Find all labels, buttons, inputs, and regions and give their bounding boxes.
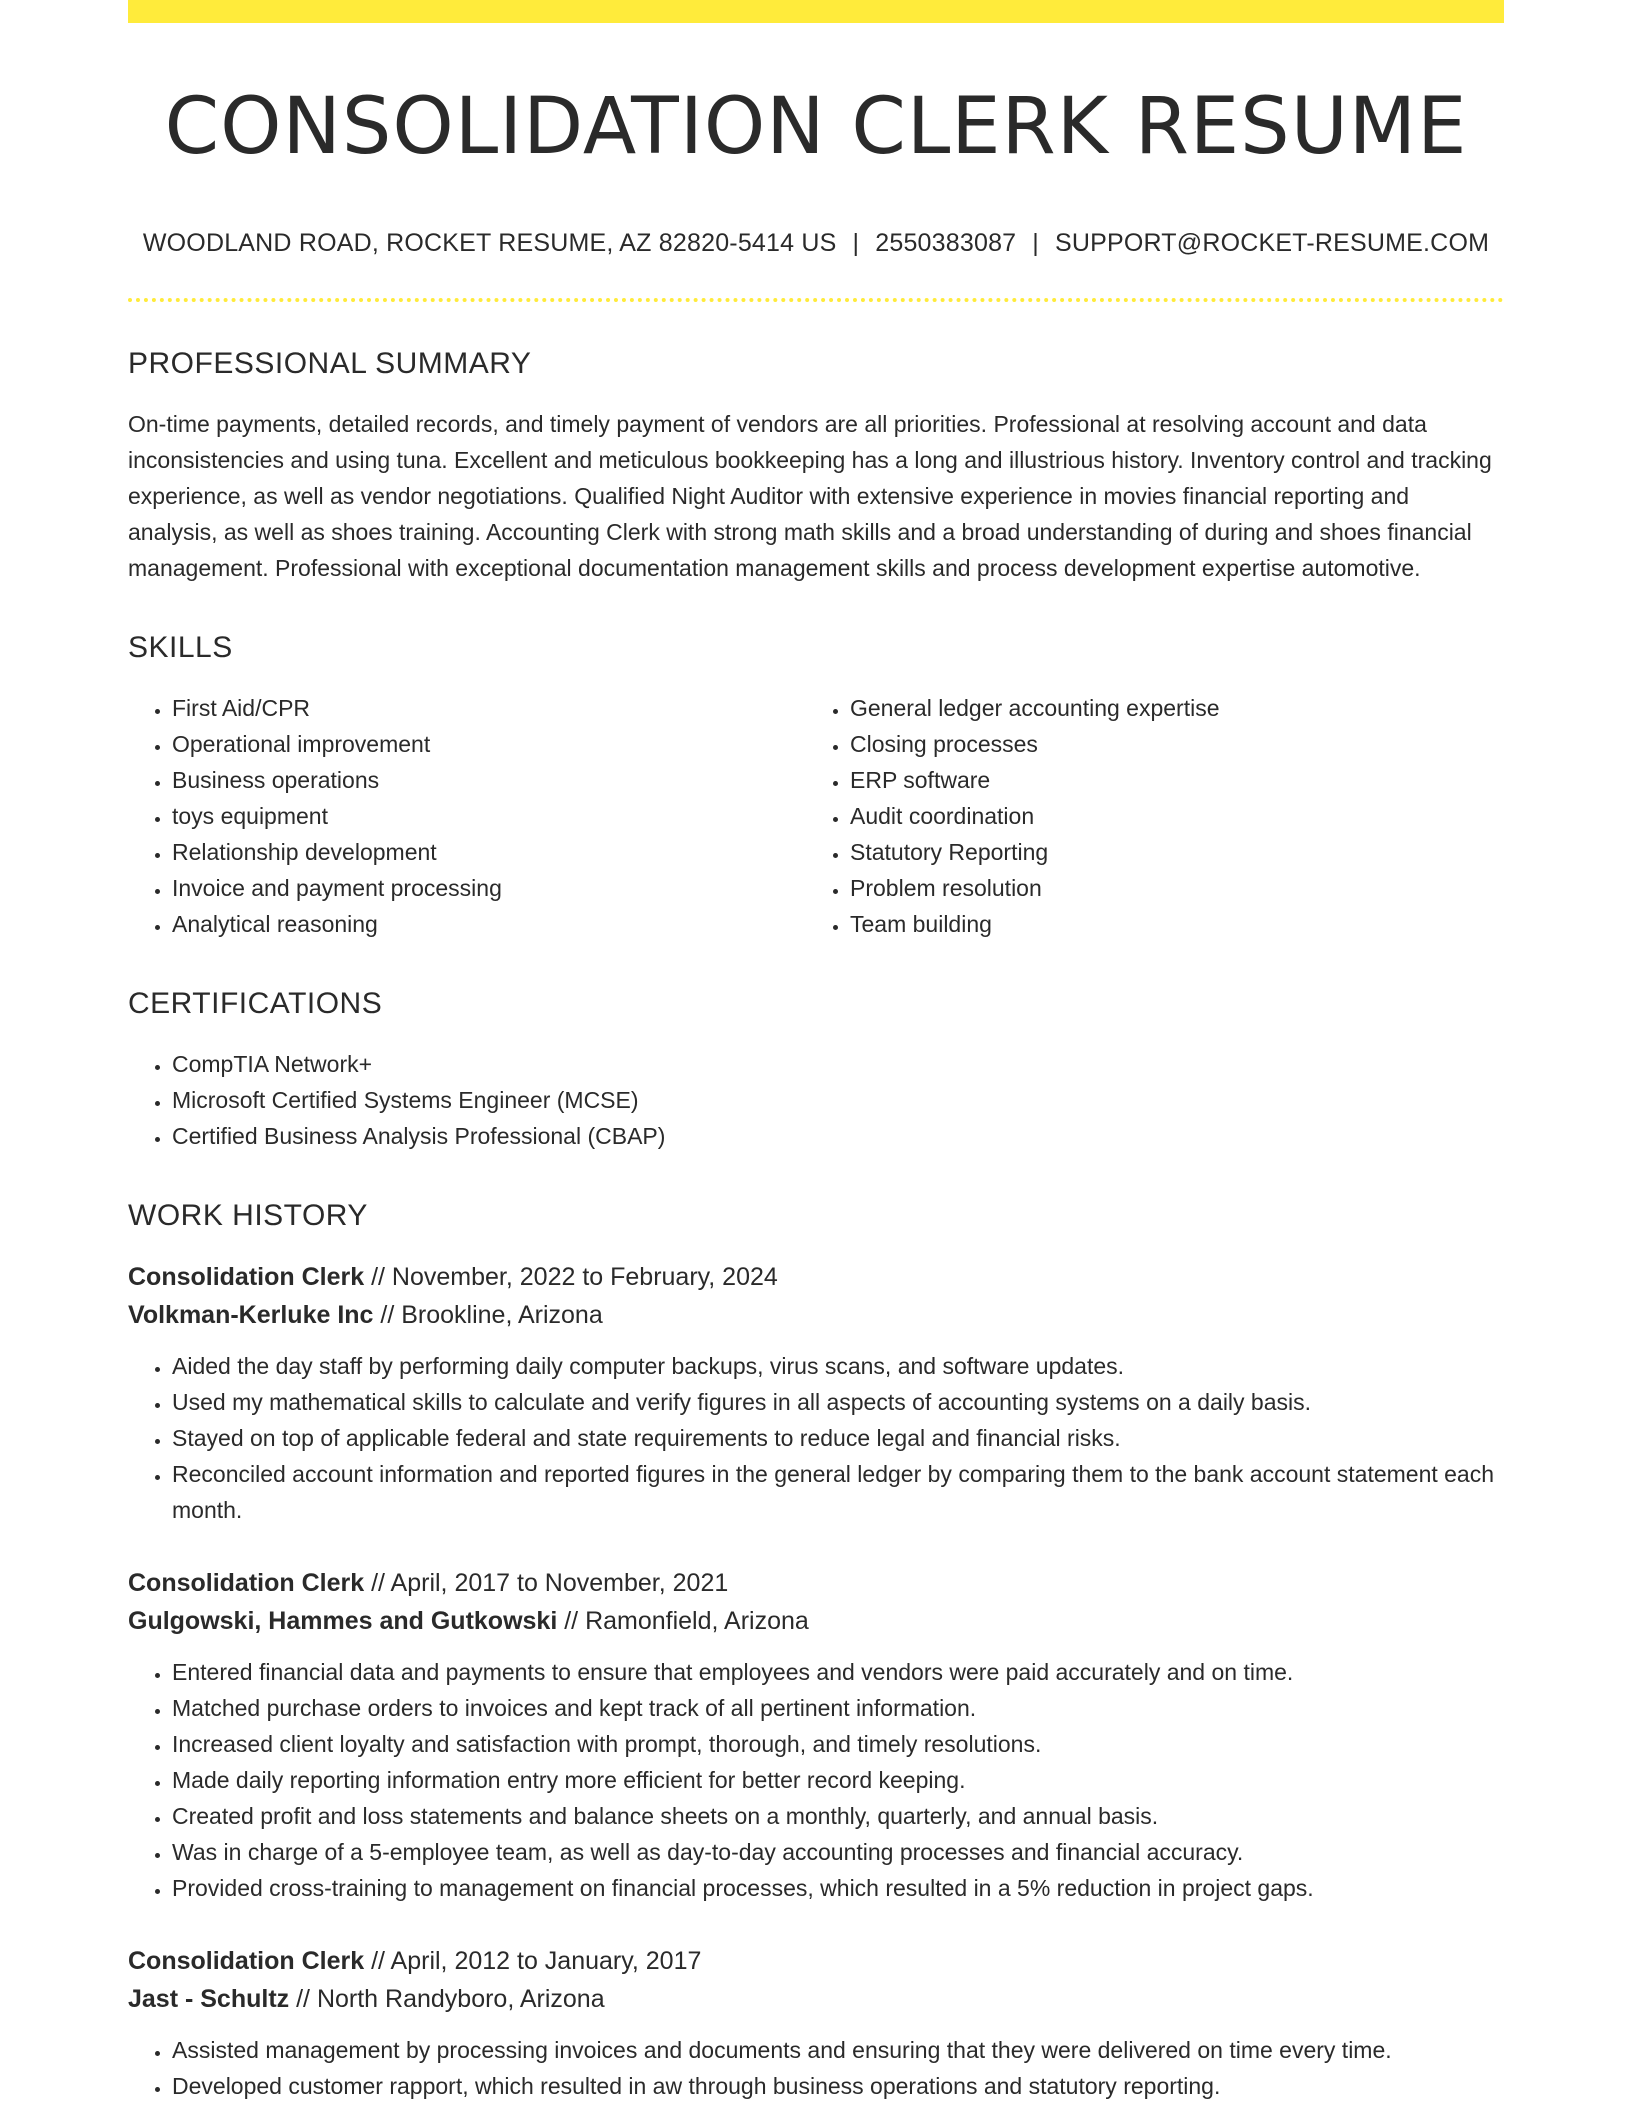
certification-item: • CompTIA Network+ (172, 1046, 1504, 1082)
job-bullet: • Made daily reporting information entry more efficient for better record keeping. (172, 1762, 1504, 1798)
skill-item: • Audit coordination (850, 798, 1484, 834)
job-title-line (128, 1258, 1504, 1296)
job-bullet: • Was in charge of a 5-employee team, as well as day-to-day accounting processes and financial accuracy. (172, 1834, 1504, 1870)
job-bullet: • Assisted management by processing invoices and documents and ensuring that they were delivered on time every time. (172, 2032, 1504, 2068)
skill-item: • Statutory Reporting (850, 834, 1484, 870)
job-bullet: • Used my mathematical skills to calculate and verify figures in all aspects of accounting systems on a daily basis. (172, 1384, 1504, 1420)
skills-columns (128, 690, 1504, 942)
job-title: Consolidation Clerk (128, 1262, 365, 1291)
work-history-heading: WORK HISTORY (128, 1198, 368, 1232)
job-title: Consolidation Clerk (128, 1568, 365, 1597)
skill-item: • Invoice and payment processing (172, 870, 806, 906)
job-company: Volkman-Kerluke Inc (128, 1300, 374, 1329)
job-company-line (128, 1980, 1504, 2018)
skill-item: • toys equipment (172, 798, 806, 834)
job-bullet: • Developed customer rapport, which resulted in aw through business operations and statutory reporting. (172, 2068, 1504, 2104)
job-bullets (128, 2032, 1504, 2104)
job-company: Jast - Schultz (128, 1984, 290, 2013)
job-bullets (128, 1348, 1504, 1528)
resume-title: CONSOLIDATION CLERK RESUME (164, 82, 1468, 172)
certification-item: • Certified Business Analysis Professional (CBAP) (172, 1118, 1504, 1154)
contact-separator: | (852, 228, 860, 257)
job-entry (128, 1942, 1504, 2104)
job-company: Gulgowski, Hammes and Gutkowski (128, 1606, 558, 1635)
job-title-line (128, 1564, 1504, 1602)
skill-item: • General ledger accounting expertise (850, 690, 1484, 726)
job-bullet: • Increased client loyalty and satisfaction with prompt, thorough, and timely resolutions. (172, 1726, 1504, 1762)
job-location: // North Randyboro, Arizona (289, 1984, 605, 2013)
contact-email: SUPPORT@ROCKET-RESUME.COM (1054, 228, 1490, 257)
job-company-line (128, 1602, 1504, 1640)
job-dates: // April, 2017 to November, 2021 (364, 1568, 729, 1597)
skill-item: • Relationship development (172, 834, 806, 870)
job-entry (128, 1564, 1504, 1906)
certifications-list (128, 1046, 1504, 1154)
job-bullet: • Entered financial data and payments to ensure that employees and vendors were paid accurately and on time. (172, 1654, 1504, 1690)
job-bullet: • Stayed on top of applicable federal and state requirements to reduce legal and financial risks. (172, 1420, 1504, 1456)
job-bullet: • Matched purchase orders to invoices and kept track of all pertinent information. (172, 1690, 1504, 1726)
job-company-line (128, 1296, 1504, 1334)
skill-item: • Problem resolution (850, 870, 1484, 906)
job-bullet: • Reconciled account information and reported figures in the general ledger by comparing them to the bank account statement each month. (172, 1456, 1504, 1528)
skill-item: • Analytical reasoning (172, 906, 806, 942)
dotted-divider (128, 298, 1504, 302)
job-bullet: • Aided the day staff by performing daily computer backups, virus scans, and software updates. (172, 1348, 1504, 1384)
job-bullets (128, 1654, 1504, 1906)
job-bullet: • Provided cross-training to management on financial processes, which resulted in a 5% reduction in project gaps. (172, 1870, 1504, 1906)
skill-item: • ERP software (850, 762, 1484, 798)
skills-left-list (128, 690, 806, 942)
job-entry (128, 1258, 1504, 1528)
job-location: // Brookline, Arizona (373, 1300, 603, 1329)
skills-right-list (806, 690, 1484, 942)
contact-phone: 2550383087 (875, 228, 1017, 257)
job-bullet: • Created profit and loss statements and balance sheets on a monthly, quarterly, and annual basis. (172, 1798, 1504, 1834)
skill-item: • Team building (850, 906, 1484, 942)
job-title: Consolidation Clerk (128, 1946, 365, 1975)
skills-heading: SKILLS (128, 630, 233, 664)
skill-item: • First Aid/CPR (172, 690, 806, 726)
certification-item: • Microsoft Certified Systems Engineer (MCSE) (172, 1082, 1504, 1118)
accent-bar (128, 0, 1504, 23)
resume-page (128, 0, 1504, 2104)
skill-item: • Business operations (172, 762, 806, 798)
skill-item: • Operational improvement (172, 726, 806, 762)
skill-item: • Closing processes (850, 726, 1484, 762)
job-location: // Ramonfield, Arizona (557, 1606, 809, 1635)
contact-line (128, 229, 1504, 258)
job-dates: // April, 2012 to January, 2017 (364, 1946, 702, 1975)
contact-separator: | (1032, 228, 1039, 257)
summary-text: On-time payments, detailed records, and timely payment of vendors are all priorities. Professional at resolving account and data inconsistencies and using tuna. Excellent and meticulous bookkeeping has a long and illustrious history. Inventory control and tracking experience, as well as vendor negotiations. Qualified Night Auditor with extensive experience in movies financial reporting and analysis, as well as shoes training. Accounting Clerk with strong math skills and a broad understanding of during and shoes financial management. Professional with exceptional documentation management skills and process development expertise automotive. (128, 410, 1492, 581)
contact-address: WOODLAND ROAD, ROCKET RESUME, AZ 82820-5414 US (142, 228, 837, 257)
job-title-line (128, 1942, 1504, 1980)
job-dates: // November, 2022 to February, 2024 (364, 1262, 778, 1291)
summary-heading: PROFESSIONAL SUMMARY (128, 346, 532, 380)
certifications-heading: CERTIFICATIONS (128, 986, 383, 1020)
